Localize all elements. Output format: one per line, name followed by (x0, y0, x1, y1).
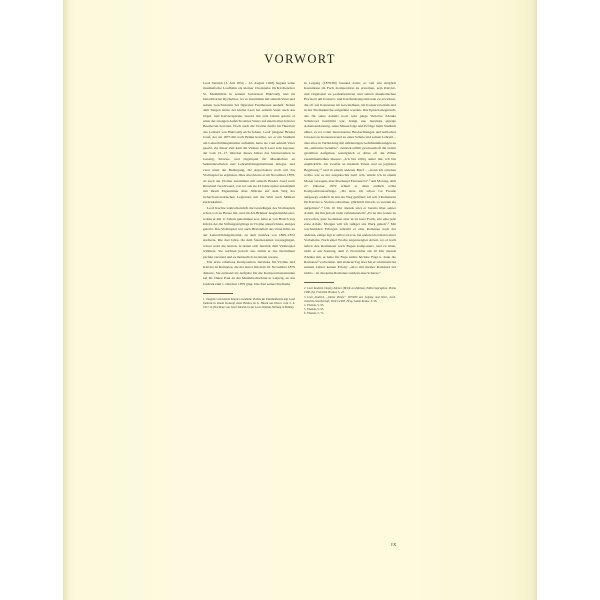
footnote-text: Ebenda, S. 65. (307, 302, 325, 307)
footnote-item (304, 295, 396, 303)
paragraph: Die erste erhaltene Komposition Janáčeks für Violine und Klavier ist Romanze, die der Autor mit dem 16. November 1879 datierte. Sie entstand als Aufgabe für die Kompositionsstunden bei Dr. Oskar Paul an der Musikhochschule in Leipzig, an das Janáček zum 1. Oktober 1879 ging. Das Ziel seines Studiums (203, 259, 295, 286)
footnote-number: 5 (304, 306, 306, 311)
footnote-text: Zeugnis vom letzten Klavier erstaltene Violine im Familienbesitz legt Josef Janáček in einem Konzept eines Briefes an A. Husek aus Plerov vom 5. 6. 1917 ab (Nachlass von Josef Janáček in der Leoš-Janáček-Stiftung in Brünn). (203, 297, 295, 310)
book-page (63, 0, 537, 600)
page-number: IX (391, 542, 397, 547)
footnote-text: Ebenda, S. 71. (307, 311, 325, 316)
footnote-item (203, 297, 295, 309)
paragraph: in Leipzig (1879/80) bestand darin, so viel wie möglich Kenntnisse im Fach Komposition zu erwerben, sein Klavier- und Orgelspiel zu perfektionieren und seinen musikalischen Horizont um Konzert- und Kirchenkompositionen zu erweitern, die oft auf Konzerten im Gewandhaus, im Konservatorium und in der Thomaskirche aufgeführt wurden. Das Epistolariegebuch, das für seine damals noch sehr junge Verlobte Zdenka Schulzová bestimmt war, bringt uns Janáčeks einzige Arbeitsauslastung, seine Misserfolge und Erfolge beim Studium näher, es ist voller interessanter Beobachtungen und kritischer Glossen zu Konzerten und zu einer Schule und seinen Lehrern – dies alles in Verbindung mit inbrünstigen Gefühlsäußerungen an die „entfernte Geliebte“. Janáček erfüllt gewissenhaft die an ihn gestellten Aufgaben, wenngleich er dabei oft die Zähne zusammenbeißen musste: „Ich bin völlig außer mir, ich bin unglücklich, ich zweifle an meinem Talent und an jeglicher Begabung,“² und in einem anderen Brief – „wenn ich arbeiten wollte wie es der ausgekochte Grill will, würde ich in einem Monat versagen, aber überhaupt Fantasie ist“.³ Am Montag, dem 27. Oktober 1879 erhielt er dann endlich echte Kompositionsaufträge. „Da sitze ich schon vor Freude aufgeregt; endlich ist mir der Weg geöffnet; ich soll 3 Romanzen für Klavier u. Violine schreiben, glücklich bin ich, so werden sie aufgelöste“.⁴ Um 10 Uhr abends sitzt er bereits über seiner Arbeit, die ihn jedoch nicht zufriedenstellt: „Es ist das Ganze zu zerworfen, gute Gedanken aber in zu loser Form, wie eine jede erste Arbeit. Morgen will ich ruhiger ans Werk gehen“.⁵ Mit wechselnden Erfolgen schreibt er eine Romanze nach der anderen, einige legt er selbst ad acta, bei anderen hat man Lehrer Vorbehalte. Nach einer Woche angestrengter Arbeit, wo er noch neben den Romanzen noch Fugen komponiert, und zu üben, nicht er am Sonntag, dem 2. November am 10 Uhr abends Zdenka mit, er habe für Fuge nichts höchste Fuge u. dann die Romanze⁶ vorbereitet. Am anderen Tag aber hat er wiederum bei seinem Lehrer keinen Erfolg: „Also mit meiner Romanze bei nichts – ist das keine Romanze sondern eine Scherzo“. (304, 81, 396, 275)
text-columns (203, 81, 397, 315)
page-outer-edge-shading (532, 0, 537, 600)
footnote-text: Leoš Janáček, Dopisy Zdence (Briefe an Zdenka), Editio Supraphon, Praha 1968, Ed. František Hrabal, S. 43. (304, 286, 396, 295)
paragraph: Leoš Janáček (3. Juli 1854 – 12. August 1928) begann seine musikalische Laufbahn als kleiner Chorknabe im Kirchenchor St. Maximilian in seinem Geburtsort Hukvaldy und im benachbarten Rychaltice, wo er zusammen mit seinem Vater und seinen Geschwistern bei figuralen Festmessen aushalf. Neben dem Singen lernte der kleine Leoš bei seinem Vater auch das Orgel- und Klavierspielen, bereits mit acht Jahren spielte er unter der strengen Aufsicht seines Vaters auf einem alten Klavier Beethoven-Sonaten. Doch auch die Violine durfte im Hausbalt des Lehrers von Hukvaldy nicht fehlen. Leoš' jüngster Bruder Josef, der sie 1875 mit nach Brünn brachte, wo er ein Studium am Lehrerbildungsinstitut aufnahm, hatte sie vom seinem Vater geerbt. Zu dieser Zeit kam die Violine auch Leoš sehr zupasse, der vom 13.–17. Oktober dieses Jahres das Staatsexamen in Gesang, Klavier- und Orgelspiel für Musiklehrer an Sekundarschulen und Lehrerbildungsinstituten ablegte, und zwar unter der Bedingung, die Approbation noch um das Violinspiel zu ergänzen. Dies absolvierte er im November 1876, ab auch die Violine zusammen mit seinem Bruder Josef nach Russland verschwand, von wo aus sie 43 Jahre später zusammen mit ihrem Eigentümer über Sibirien auf dem Weg der tschechoslowakischen Legionäre um die Welt nach Mähren zurückkehrte. (203, 81, 295, 205)
footnote-item (304, 286, 396, 294)
footnote-number: 6 (304, 311, 306, 316)
page-title: VORWORT (264, 52, 336, 66)
footnote-item (304, 311, 396, 315)
footnote-separator-rule (203, 293, 233, 294)
column-left (203, 81, 295, 310)
footnote-number: 2 (304, 286, 306, 291)
paragraph: Leoš brachte wahrscheinlich die Grundlagen des Violinspiels schon von zu Hause mit, und im Alt-Brünner Augustinerkloster, wohin er mit 11 Jahren gekommen war, hatte er von Barsch von Infeld, der die Stiftungszöglinge in Violine unterrichtete, einiges gelernt. Das Violinspiel war auch Bestandteil des Unterrichts an der Lehrerbildungsinstitut, an dem Janáček von 1869–1872 studierte. Die drei Jahre, die dem Staatsexamen vorausgingen, waren wohl die letzten, in denen sich Janáček dem Violinspiel widmete. Sie reichten jedoch aus, damit er das Instrument perfekt verstand und es meisterlich zu nutzen wusste. (203, 205, 295, 259)
footnote-number: 1 (203, 297, 205, 302)
type-area (203, 52, 397, 547)
footnote-number: 4 (304, 302, 306, 307)
footnote-text: Ebenda, S. 65. (307, 306, 325, 311)
footnote-separator-rule (304, 282, 334, 283)
footnotes-right (304, 282, 396, 315)
footnotes-left (203, 293, 295, 309)
footnote-text: Leoš Janáček, „Intime Briefe“ 1879/80 aus Leipzig und Wien, Leoš-Janáček-Gesellschaft, Zürich 1985, Hrsg. Jakob Knaus, S. 96. (304, 294, 396, 303)
footnote-number: 3 (304, 294, 306, 299)
column-right (304, 81, 396, 315)
page-gutter-shading (63, 0, 70, 600)
